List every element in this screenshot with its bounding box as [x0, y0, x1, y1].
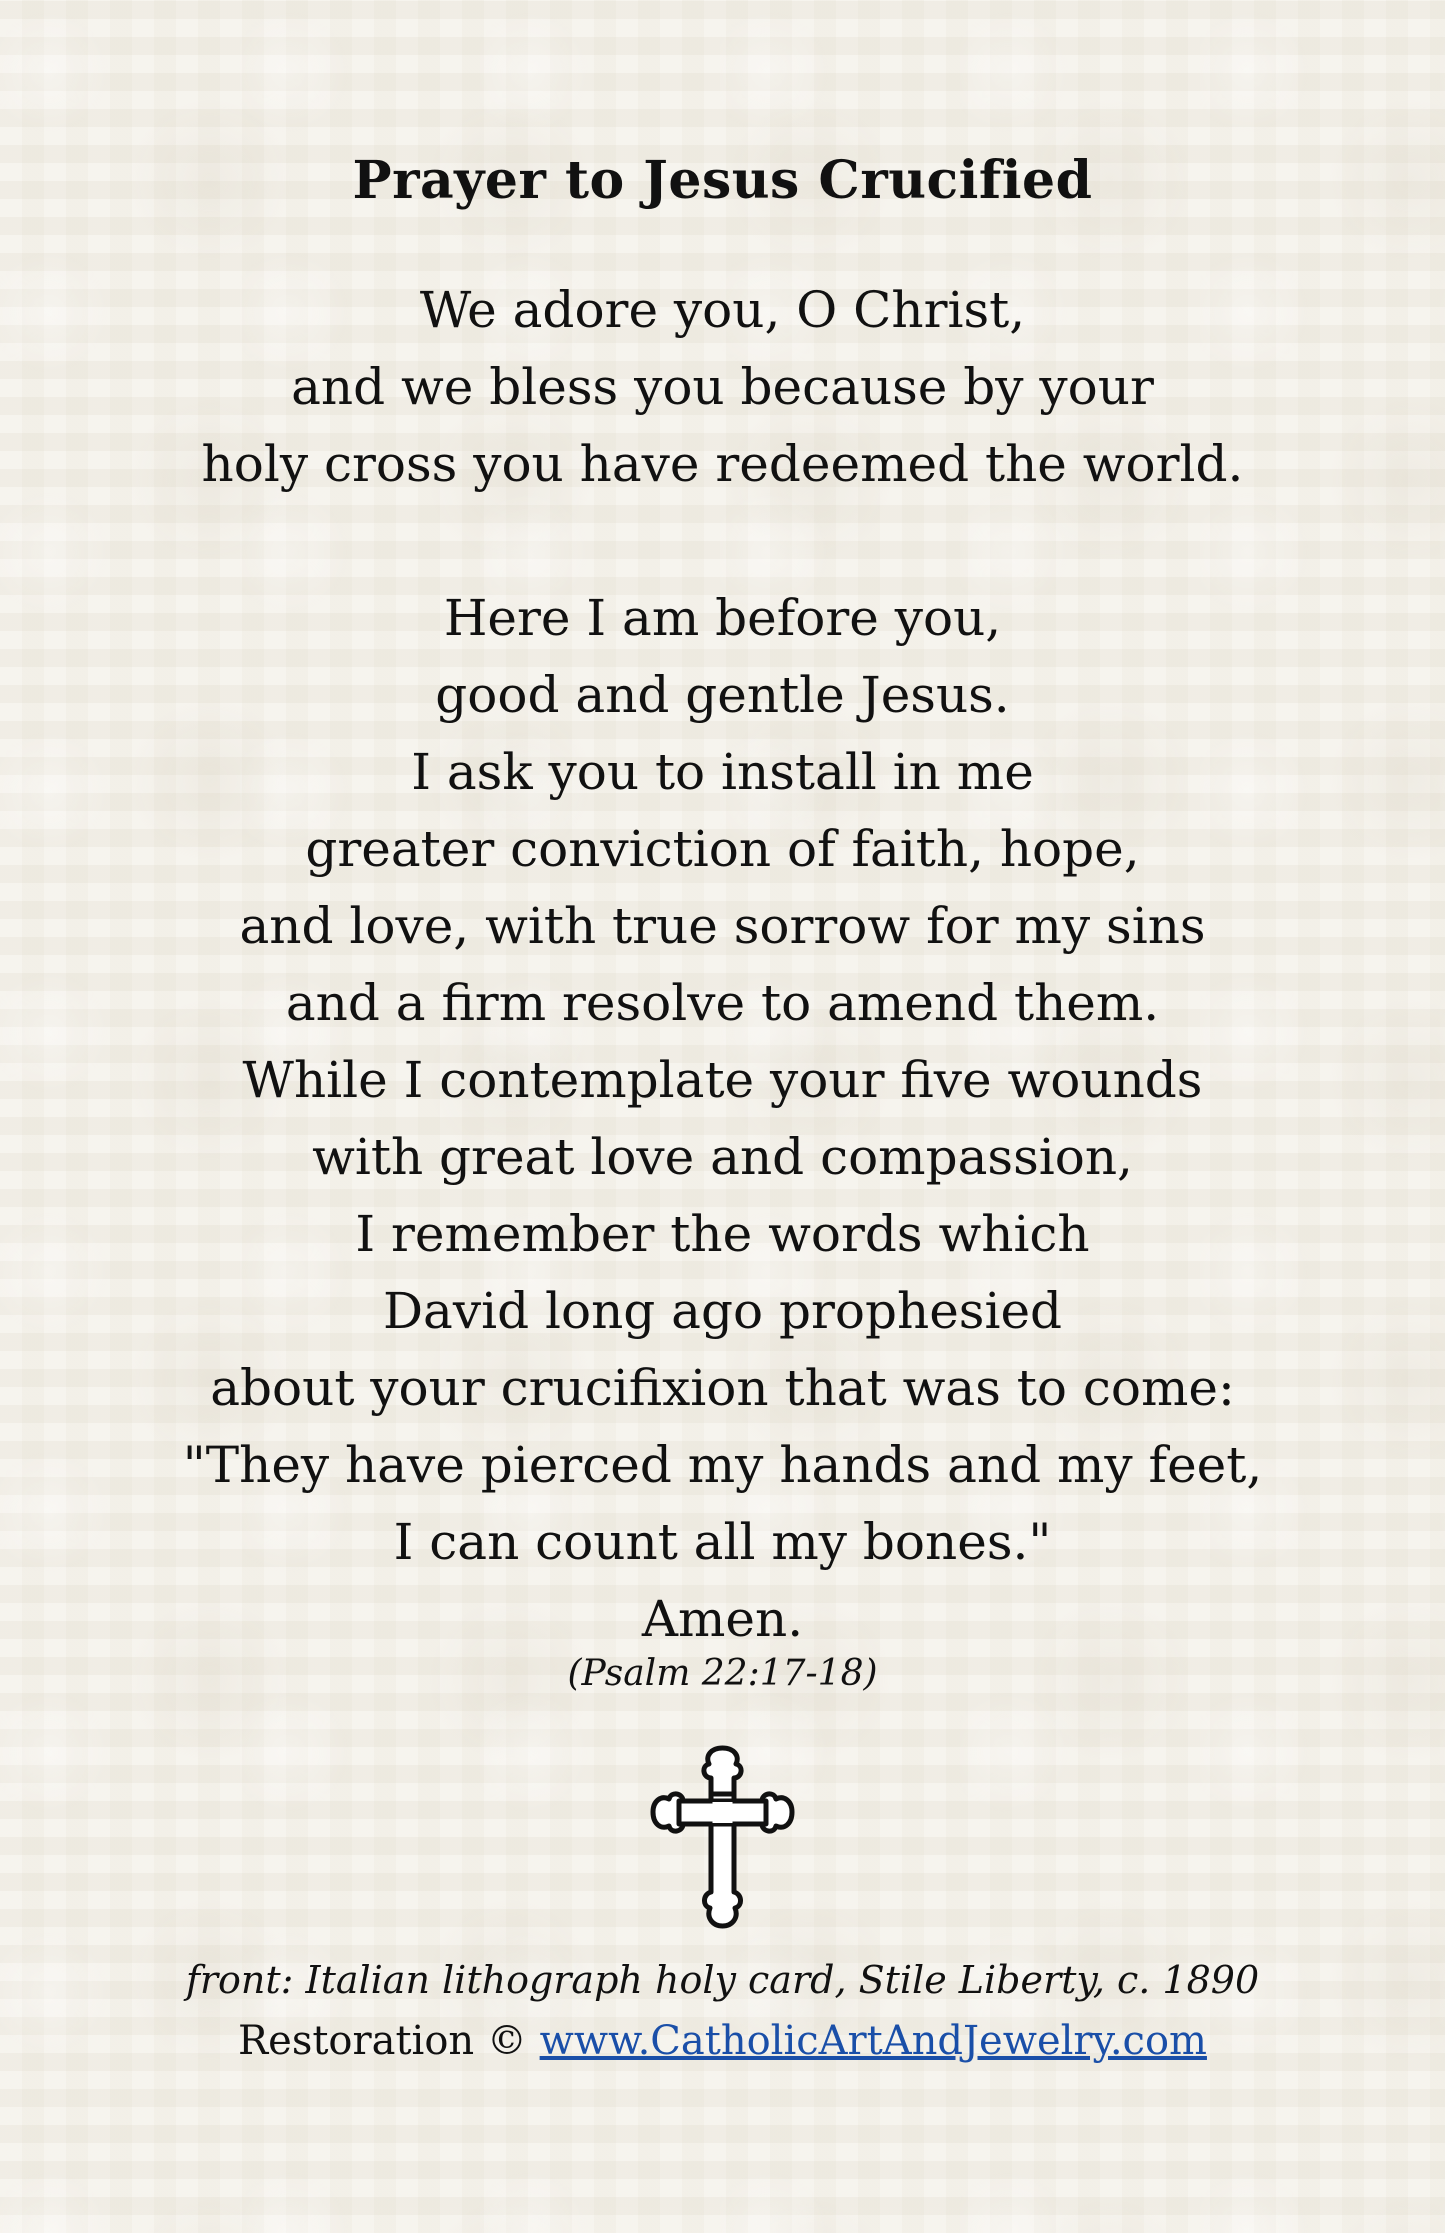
- website-link[interactable]: www.CatholicArtAndJewelry.com: [539, 2018, 1207, 2064]
- prayer-amen: Amen.: [641, 1590, 804, 1648]
- prayer-line: We adore you, O Christ,: [419, 281, 1026, 339]
- prayer-line: Here I am before you,: [443, 589, 1002, 647]
- prayer-line: I remember the words which: [355, 1205, 1090, 1263]
- restoration-prefix: Restoration ©: [238, 2018, 527, 2064]
- prayer-line: I can count all my bones.": [393, 1513, 1052, 1571]
- prayer-line: "They have pierced my hands and my feet,: [182, 1436, 1263, 1494]
- prayer-line: about your crucifixion that was to come:: [210, 1359, 1235, 1417]
- prayer-line: good and gentle Jesus.: [435, 666, 1010, 724]
- prayer-line: and we bless you because by your: [291, 358, 1154, 416]
- prayer-title: Prayer to Jesus Crucified: [352, 150, 1093, 211]
- image-credit: front: Italian lithograph holy card, Stile Liberty, c. 1890: [185, 1958, 1260, 2002]
- scripture-citation: (Psalm 22:17-18): [567, 1653, 878, 1694]
- budded-cross-icon: [645, 1742, 800, 1932]
- prayer-line: greater conviction of faith, hope,: [305, 820, 1140, 878]
- restoration-credit: [0, 2018, 1445, 2064]
- prayer-stanza-2: [0, 580, 1445, 1658]
- prayer-stanza-1: [0, 272, 1445, 503]
- prayer-line: and a firm resolve to amend them.: [285, 974, 1160, 1032]
- prayer-line: holy cross you have redeemed the world.: [201, 435, 1244, 493]
- prayer-line: and love, with true sorrow for my sins: [239, 897, 1206, 955]
- prayer-line: While I contemplate your five wounds: [242, 1051, 1203, 1109]
- prayer-line: David long ago prophesied: [382, 1282, 1063, 1340]
- prayer-line: I ask you to install in me: [411, 743, 1034, 801]
- prayer-line: with great love and compassion,: [312, 1128, 1133, 1186]
